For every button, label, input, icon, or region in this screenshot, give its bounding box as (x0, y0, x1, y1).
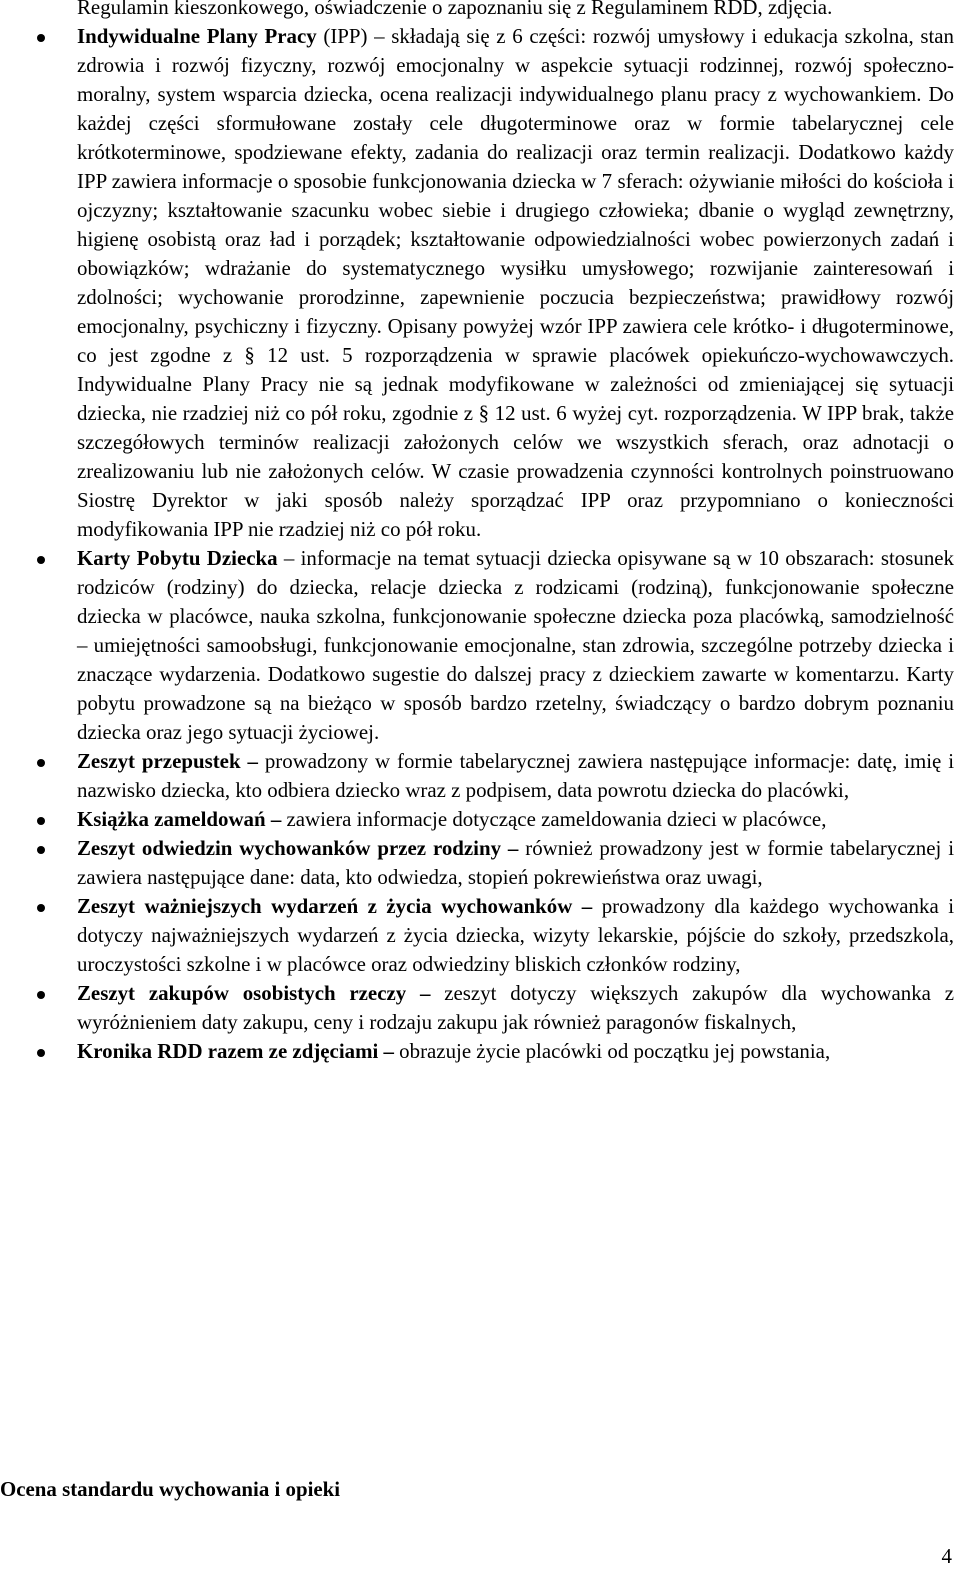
list-item-title: Kronika RDD razem ze zdjęciami – (77, 1039, 394, 1063)
bullet-icon (37, 759, 45, 767)
page-number: 4 (941, 1544, 952, 1568)
bullet-icon (37, 556, 45, 564)
list-item-title: Zeszyt ważniejszych wydarzeń z życia wychowanków – (77, 894, 593, 918)
list-item-text: zeszyt dotyczy większych zakupów dla wychowanka z wyróżnieniem daty zakupu, ceny i rodzaju zakupu jak również paragonów fiskalnych, (77, 981, 955, 1034)
list-item (0, 834, 960, 892)
bullet-icon (37, 34, 45, 42)
list-item-text: prowadzony w formie tabelarycznej zawiera następujące informacje: datę, imię i nazwisko dziecka, kto odbiera dziecko wraz z podpisem, data powrotu dziecka do placówki, (77, 749, 955, 802)
list-item (0, 979, 960, 1037)
list-item-title: Zeszyt zakupów osobistych rzeczy – (77, 981, 431, 1005)
list-item-text: również prowadzony jest w formie tabelarycznej i zawiera następujące dane: data, kto odwiedza, stopień pokrewieństwa oraz uwagi, (77, 836, 954, 889)
list-item-text: prowadzony dla każdego wychowanka i dotyczy najważniejszych wydarzeń z życia dziecka, wizyty lekarskie, pójście do szkoły, przedszkola, uroczystości szkolne i w placówce oraz odwiedziny bliskich członków rodziny, (77, 894, 954, 976)
list-item (0, 22, 960, 544)
list-item (0, 892, 960, 979)
list-item-text: (IPP) – składają się z 6 części: rozwój umysłowy i edukacja szkolna, stan zdrowia i rozwój fizyczny, rozwój emocjonalny w aspekcie sytuacji rodzinnej, rozwój społeczno-moralny, system wsparcia dziecka, ocena realizacji indywidualnego planu pracy z wychowankiem. Do każdej części sformułowane zostały cele długoterminowe oraz w formie tabelarycznej cele krótkoterminowe, spodziewane efekty, zadania do realizacji oraz termin realizacji. Dodatkowo każdy IPP zawiera informacje o sposobie funkcjonowania dziecka w 7 sferach: ożywianie miłości do kościoła i ojczyzny; kształtowanie szacunku wobec siebie i drugiego człowieka; dbanie o wygląd zewnętrzny, higienę osobistą oraz ład i porządek; kształtowanie odpowiedzialności wobec powierzonych zadań i obowiązków; wdrażanie do systematycznego wysiłku umysłowego; rozwijanie zainteresowań i zdolności; wychowanie prorodzinne, zapewnienie poczucia bezpieczeństwa; prawidłowy rozwój emocjonalny, psychiczny i fizyczny. Opisany powyżej wzór IPP zawiera cele krótko- i długoterminowe, co jest zgodne z § 12 ust. 5 rozporządzenia w sprawie placówek opiekuńczo-wychowawczych. Indywidualne Plany Pracy nie są jednak modyfikowane w zależności od zmieniającej się sytuacji dziecka, nie rzadziej niż co pół roku, zgodnie z § 12 ust. 6 wyżej cyt. rozporządzenia. W IPP brak, także szczegółowych terminów realizacji założonych celów we wszystkich sferach, oraz adnotacji o zrealizowaniu lub nie założonych celów. W czasie prowadzenia czynności kontrolnych poinstruowano Siostrę Dyrektor w jaki sposób należy sporządzać IPP oraz przypomniano o konieczności modyfikowania IPP nie rzadziej niż co pół roku. (77, 24, 954, 541)
list-item-title: Zeszyt odwiedzin wychowanków przez rodziny – (77, 836, 519, 860)
list-item-title: Karty Pobytu Dziecka (77, 546, 278, 570)
bullet-icon (37, 991, 45, 999)
list-item-title: Zeszyt przepustek – (77, 749, 258, 773)
list-item (0, 805, 960, 834)
continued-paragraph-text: Regulamin kieszonkowego, oświadczenie o zapoznaniu się z Regulaminem RDD, zdjęcia. (77, 0, 833, 19)
list-item (0, 1037, 960, 1066)
bullet-icon (37, 817, 45, 825)
list-item-title: Indywidualne Plany Pracy (77, 24, 317, 48)
list-item (0, 747, 960, 805)
bullet-icon (37, 846, 45, 854)
bullet-icon (37, 1049, 45, 1057)
bullet-icon (37, 904, 45, 912)
list-item-text: obrazuje życie placówki od początku jej powstania, (393, 1039, 831, 1063)
list-item-text: zawiera informacje dotyczące zameldowania dzieci w placówce, (281, 807, 827, 831)
list-item-text: – informacje na temat sytuacji dziecka opisywane są w 10 obszarach: stosunek rodziców (rodziny) do dziecka, relacje dziecka z rodzicami (rodziną), funkcjonowanie społeczne dziecka w placówce, nauka szkolna, funkcjonowanie społeczne dziecka poza placówką, samodzielność – umiejętności samoobsługi, funkcjonowanie emocjonalne, stan zdrowia, szczególne potrzeby dziecka i znaczące wydarzenia. Dodatkowo sugestie do dalszej pracy z dzieckiem zawarte w komentarzu. Karty pobytu prowadzone są na bieżąco w sposób bardzo rzetelny, świadczący o bardzo dobrym poznaniu dziecka oraz jego sytuacji życiowej. (77, 546, 954, 744)
section-heading: Ocena standardu wychowania i opieki (0, 1477, 341, 1501)
continued-paragraph (0, 0, 960, 22)
list-item (0, 544, 960, 747)
list-item-title: Książka zameldowań – (77, 807, 282, 831)
